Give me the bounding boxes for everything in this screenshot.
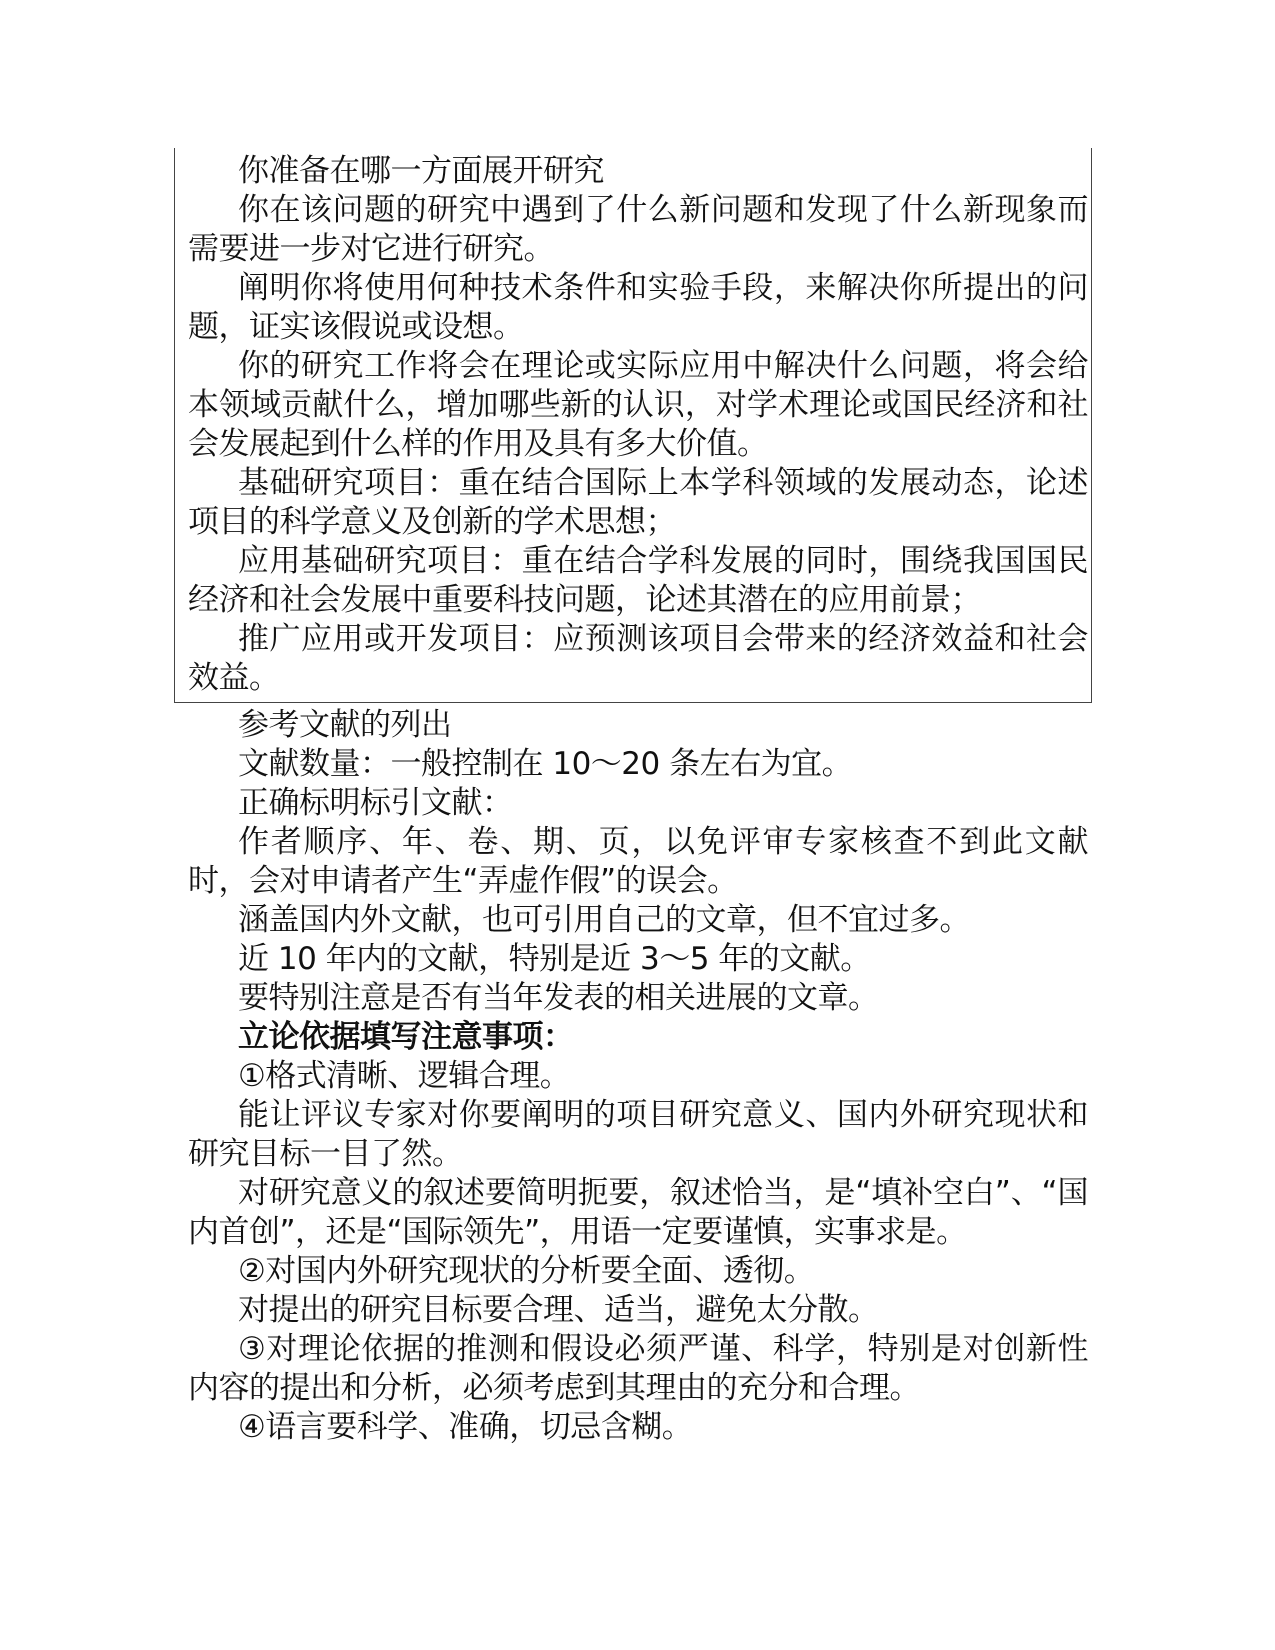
- paragraph-contribution: 你的研究工作将会在理论或实际应用中解决什么问题，将会给本领域贡献什么，增加哪些新的认识，对学术理论或国民经济和社会发展起到什么样的作用及具有多大价值。: [188, 348, 1088, 462]
- paragraph-citation-format: 正确标明标引文献：: [238, 785, 513, 821]
- paragraph-note-1-significance: 对研究意义的叙述要简明扼要，叙述恰当，是“填补空白”、“国内首创”，还是“国际领先”，用语一定要谨慎，实事求是。: [188, 1175, 1088, 1250]
- paragraph-note-2: ②对国内外研究现状的分析要全面、透彻。: [238, 1253, 815, 1289]
- paragraph-research-direction: 你准备在哪一方面展开研究: [238, 153, 604, 189]
- paragraph-note-1-detail: 能让评议专家对你要阐明的项目研究意义、国内外研究现状和研究目标一目了然。: [188, 1097, 1088, 1172]
- boxed-section: [188, 152, 1088, 698]
- paragraph-basic-research: 基础研究项目：重在结合国际上本学科领域的发展动态，论述项目的科学意义及创新的学术思想；: [188, 465, 1088, 540]
- paragraph-reference-count: 文献数量：一般控制在 10～20 条左右为宜。: [238, 746, 853, 782]
- paragraph-current-year: 要特别注意是否有当年发表的相关进展的文章。: [238, 980, 879, 1016]
- paragraph-recent-literature: 近 10 年内的文献，特别是近 3～5 年的文献。: [238, 941, 871, 977]
- paragraph-references-heading: 参考文献的列出: [238, 707, 452, 743]
- paragraph-note-4: ④语言要科学、准确，切忌含糊。: [238, 1409, 693, 1445]
- paragraph-citation-details: 作者顺序、年、卷、期、页，以免评审专家核查不到此文献时，会对申请者产生“弄虚作假”的误会。: [188, 824, 1088, 899]
- paragraph-note-2-detail: 对提出的研究目标要合理、适当，避免太分散。: [238, 1292, 879, 1328]
- paragraph-domestic-foreign: 涵盖国内外文献，也可引用自己的文章，但不宜过多。: [238, 902, 970, 938]
- main-section: [188, 706, 1088, 1447]
- paragraph-applied-basic-research: 应用基础研究项目：重在结合学科发展的同时，围绕我国国民经济和社会发展中重要科技问题，论述其潜在的应用前景；: [188, 543, 1088, 618]
- section-heading-notes: 立论依据填写注意事项：: [238, 1019, 574, 1055]
- paragraph-application-development: 推广应用或开发项目：应预测该项目会带来的经济效益和社会效益。: [188, 621, 1088, 696]
- paragraph-note-1: ①格式清晰、逻辑合理。: [238, 1058, 571, 1094]
- paragraph-new-problems: 你在该问题的研究中遇到了什么新问题和发现了什么新现象而需要进一步对它进行研究。: [188, 192, 1088, 267]
- paragraph-methods: 阐明你将使用何种技术条件和实验手段，来解决你所提出的问题，证实该假说或设想。: [188, 270, 1088, 345]
- paragraph-note-3: ③对理论依据的推测和假设必须严谨、科学，特别是对创新性内容的提出和分析，必须考虑到其理由的充分和合理。: [188, 1331, 1088, 1406]
